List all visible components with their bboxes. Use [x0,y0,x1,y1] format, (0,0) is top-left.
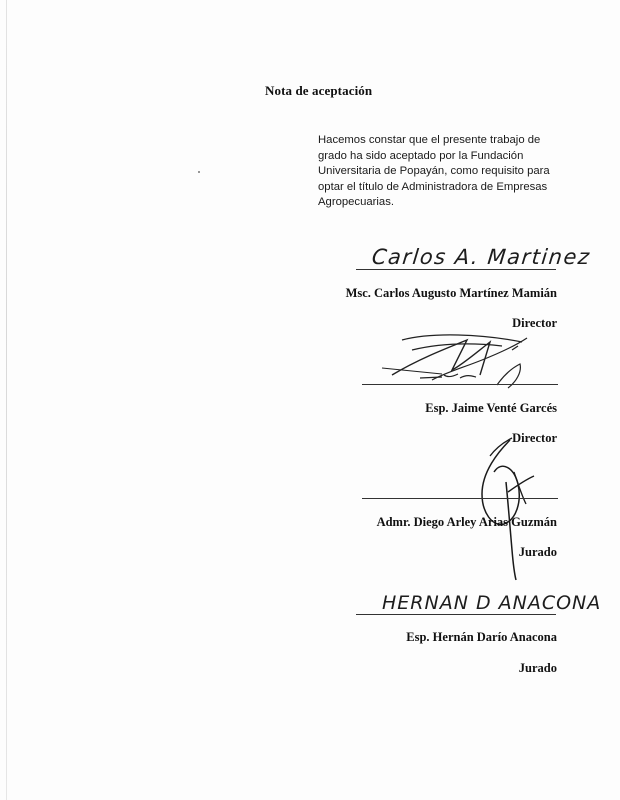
signatory-name: Esp. Jaime Venté Garcés [425,401,557,415]
scan-speck [198,171,200,173]
signatory-role: Director [512,431,557,445]
statement-line: Universitaria de Popayán, como requisito para [318,165,550,177]
signature-line [362,498,558,499]
statement-line: optar el título de Administradora de Empresas [318,180,548,193]
signatory-role: Director [512,316,557,330]
acceptance-statement [318,133,568,211]
handwritten-signature: HERNAN D ANACONA [382,592,602,614]
signature-line [356,269,556,270]
signatory-name: Msc. Carlos Augusto Martínez Mamián [345,286,557,300]
signatory-name: Esp. Hernán Darío Anacona [406,630,557,644]
statement-line: grado ha sido aceptado por la Fundación [318,149,524,162]
statement-line: Agropecuarias. [318,196,394,208]
signature-line [356,614,556,615]
signatory-name: Admr. Diego Arley Arias Guzmán [376,515,557,529]
page-heading: Nota de aceptación [265,83,373,98]
handwritten-signature: Carlos A. Martinez [370,245,592,269]
signature-line [362,384,558,385]
signatory-role: Jurado [518,545,557,559]
scan-edge [6,0,7,800]
signatory-role: Jurado [518,661,557,675]
statement-line: Hacemos constar que el presente trabajo de [318,134,541,146]
signature-scribble [372,330,542,400]
